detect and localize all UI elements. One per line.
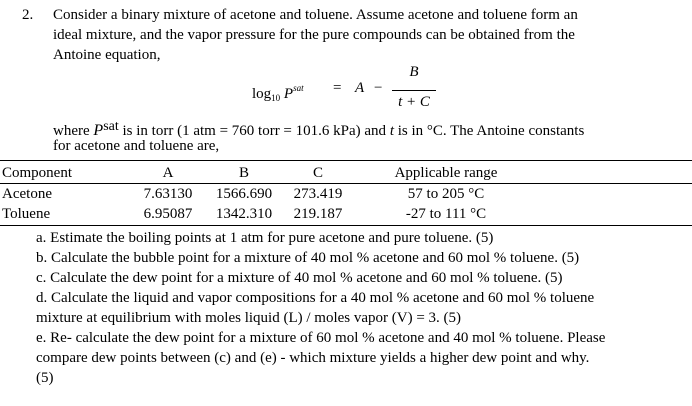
where-sat-superscript: sat xyxy=(103,119,119,134)
row-toluene-a: 6.95087 xyxy=(143,206,193,222)
where-line-2: for acetone and toluene are, xyxy=(53,138,220,154)
row-toluene-b: 1342.310 xyxy=(215,206,273,222)
part-c: c. Calculate the dew point for a mixture of 40 mol % acetone and 60 mol % toluene. (5) xyxy=(36,270,563,286)
log-text: log xyxy=(252,86,272,102)
row-acetone-range: 57 to 205 °C xyxy=(407,186,485,202)
header-component: Component xyxy=(2,165,72,181)
fraction-denominator: t + C xyxy=(398,94,430,110)
intro-line-1: Consider a binary mixture of acetone and toluene. Assume acetone and toluene form an xyxy=(53,7,578,23)
table-header-rule xyxy=(0,183,692,184)
minus-sign: − xyxy=(374,80,383,96)
header-b: B xyxy=(238,165,249,181)
where-middle: is in torr (1 atm = 760 torr = 101.6 kPa) and xyxy=(118,123,390,139)
header-c: C xyxy=(312,165,323,181)
fraction-numerator: B xyxy=(409,64,419,80)
row-toluene-c: 219.187 xyxy=(293,206,343,222)
log-base: 10 xyxy=(271,93,281,103)
part-b: b. Calculate the bubble point for a mixture of 40 mol % acetone and 60 mol % toluene. (5) xyxy=(36,250,580,266)
where-line-1 xyxy=(53,118,584,140)
part-d-line-2: mixture at equilibrium with moles liquid (L) / moles vapor (V) = 3. (5) xyxy=(36,310,462,326)
row-acetone-c: 273.419 xyxy=(293,186,343,202)
row-acetone-b: 1566.690 xyxy=(215,186,273,202)
fraction-bar xyxy=(392,90,436,91)
where-t-symbol: t xyxy=(389,123,394,139)
row-toluene-range: -27 to 111 °C xyxy=(405,206,487,222)
intro-line-2: ideal mixture, and the vapor pressure for the pure compounds can be obtained from the xyxy=(53,27,575,43)
row-toluene-component: Toluene xyxy=(2,206,51,222)
part-e-line-3: (5) xyxy=(36,370,54,386)
part-a: a. Estimate the boiling points at 1 atm for pure acetone and pure toluene. (5) xyxy=(36,230,494,246)
where-suffix: is in °C. The Antoine constants xyxy=(393,123,585,139)
where-prefix: where xyxy=(53,123,94,139)
where-p-symbol: P xyxy=(93,122,104,139)
equals-sign: = xyxy=(333,80,342,96)
row-acetone-component: Acetone xyxy=(2,186,52,202)
row-acetone-a: 7.63130 xyxy=(143,186,193,202)
table-bottom-rule xyxy=(0,225,692,226)
p-symbol: P xyxy=(283,86,294,102)
header-a: A xyxy=(162,165,174,181)
part-d-line-1: d. Calculate the liquid and vapor compositions for a 40 mol % acetone and 60 mol % toluene xyxy=(36,290,595,306)
question-number: 2. xyxy=(22,7,34,23)
part-e-line-2: compare dew points between (c) and (e) - which mixture yields a higher dew point and why. xyxy=(36,350,590,366)
p-sat-superscript: sat xyxy=(293,83,304,93)
table-top-rule xyxy=(0,160,692,161)
header-applicable-range: Applicable range xyxy=(394,165,498,181)
equation-lhs xyxy=(252,80,304,107)
intro-line-3: Antoine equation, xyxy=(53,47,161,63)
part-e-line-1: e. Re- calculate the dew point for a mixture of 60 mol % acetone and 40 mol % toluene. Please xyxy=(36,330,606,346)
constant-a: A xyxy=(355,80,365,96)
